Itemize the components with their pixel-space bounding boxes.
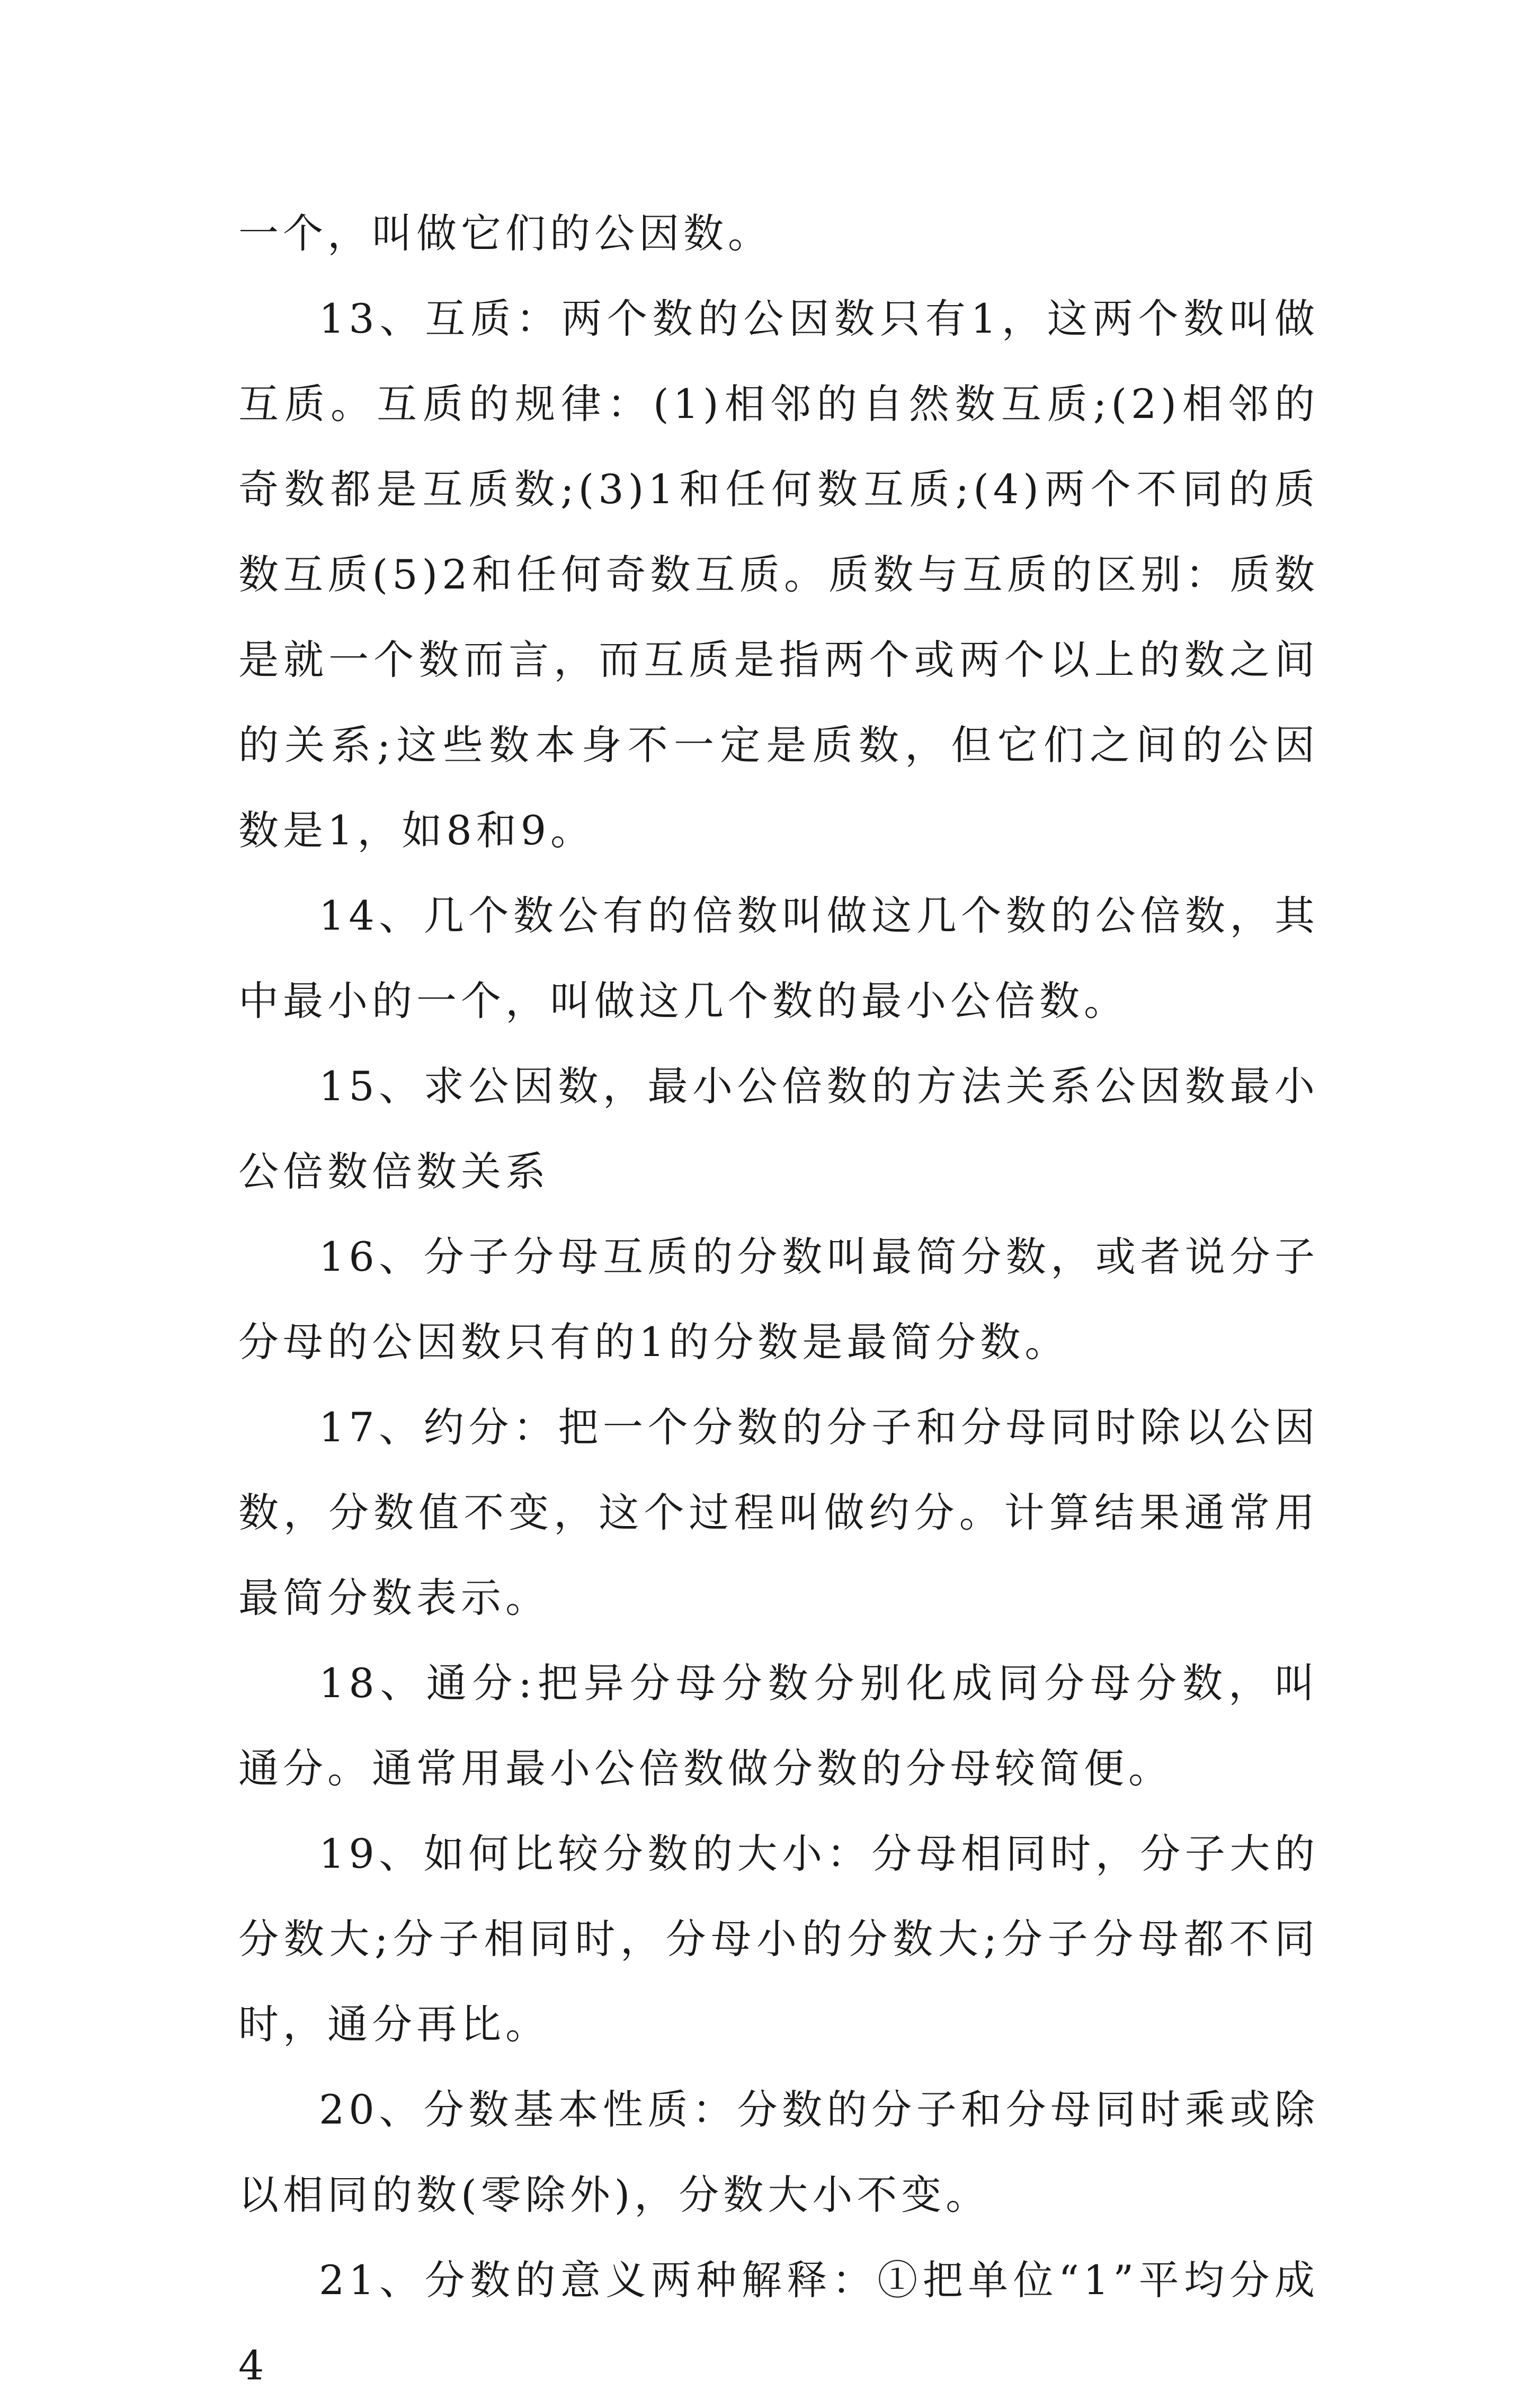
paragraph-15-methods: 15、求公因数，最小公倍数的方法关系公因数最小公倍数倍数关系	[238, 1063, 1319, 1195]
document-body	[238, 191, 1319, 2408]
paragraph-19-compare-fractions: 19、如何比较分数的大小：分母相同时，分子大的分数大;分子相同时，分母小的分数大;分子分母都不同时，通分再比。	[238, 1830, 1319, 2048]
paragraph-17-reduction: 17、约分：把一个分数的分子和分母同时除以公因数，分数值不变，这个过程叫做约分。计算结果通常用最简分数表示。	[238, 1404, 1319, 1621]
paragraph-16-simplest-fraction: 16、分子分母互质的分数叫最简分数，或者说分子分母的公因数只有的1的分数是最简分数。	[238, 1233, 1319, 1366]
paragraph-14-common-multiple: 14、几个数公有的倍数叫做这几个数的公倍数，其中最小的一个，叫做这几个数的最小公倍数。	[238, 892, 1319, 1024]
paragraph-continuation: 一个，叫做它们的公因数。	[238, 210, 772, 257]
paragraph-13-coprime: 13、互质：两个数的公因数只有1，这两个数叫做互质。互质的规律：(1)相邻的自然数互质;(2)相邻的奇数都是互质数;(3)1和任何数互质;(4)两个不同的质数互质(5)2和任何奇数互质。质数与互质的区别：质数是就一个数而言，而互质是指两个或两个以上的数之间的关系;这些数本身不一定是质数，但它们之间的公因数是1，如8和9。	[238, 295, 1319, 854]
paragraph-21-fraction-meaning: 21、分数的意义两种解释：①把单位“1”平均分成4	[238, 2257, 1319, 2389]
paragraph-18-common-denominator: 18、通分:把异分母分数分别化成同分母分数，叫通分。通常用最小公倍数做分数的分母较简便。	[238, 1660, 1319, 1792]
paragraph-20-fraction-property: 20、分数基本性质：分数的分子和分母同时乘或除以相同的数(零除外)，分数大小不变。	[238, 2086, 1319, 2218]
